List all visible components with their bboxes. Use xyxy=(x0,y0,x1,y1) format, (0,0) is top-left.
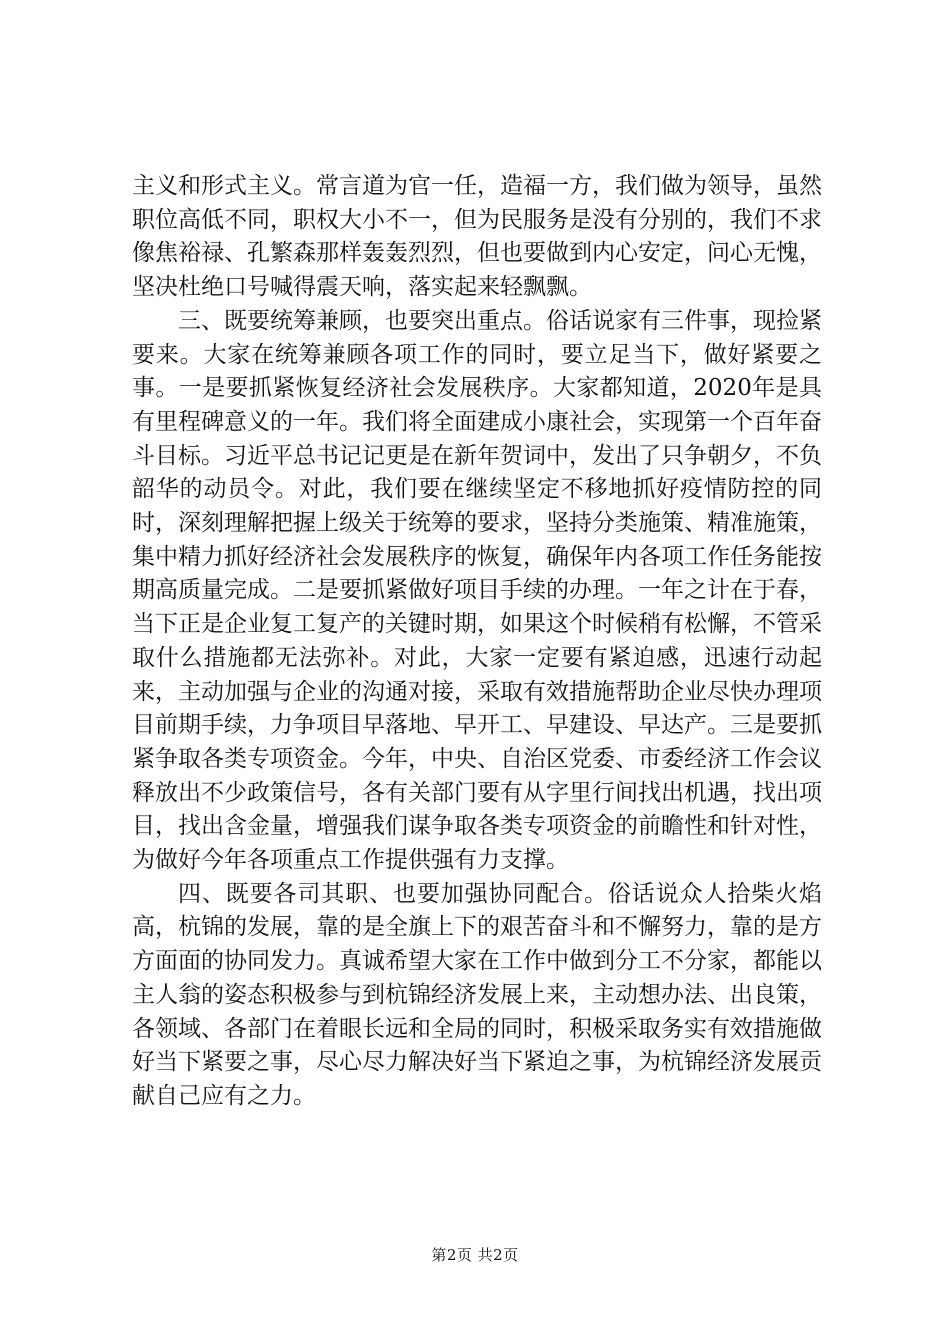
page-number-footer: 第2页 共2页 xyxy=(431,1246,519,1264)
paragraph-section-three: 三、既要统筹兼顾，也要突出重点。俗话说家有三件事，现捡紧要来。大家在统筹兼顾各项工作的同时，要立足当下，做好紧要之事。一是要抓紧恢复经济社会发展秩序。大家都知道，2020年是具有里程碑意义的一年。我们将全面建成小康社会，实现第一个百年奋斗目标。习近平总书记记更是在新年贺词中，发出了只争朝夕，不负韶华的动员令。对此，我们要在继续坚定不移地抓好疫情防控的同时，深刻理解把握上级关于统筹的要求，坚持分类施策、精准施策，集中精力抓好经济社会发展秩序的恢复，确保年内各项工作任务能按期高质量完成。二是要抓紧做好项目手续的办理。一年之计在于春，当下正是企业复工复产的关键时期，如果这个时候稍有松懈，不管采取什么措施都无法弥补。对此，大家一定要有紧迫感，迅速行动起来，主动加强与企业的沟通对接，采取有效措施帮助企业尽快办理项目前期手续，力争项目早落地、早开工、早建设、早达产。三是要抓紧争取各类专项资金。今年，中央、自治区党委、市委经济工作会议释放出不少政策信号，各有关部门要有从字里行间找出机遇，找出项目，找出含金量，增强我们谋争取各类专项资金的前瞻性和针对性，为做好今年各项重点工作提供强有力支撑。 xyxy=(132,307,822,874)
paragraph-section-four: 四、既要各司其职、也要加强协同配合。俗话说众人拾柴火焰高，杭锦的发展，靠的是全旗上下的艰苦奋斗和不懈努力，靠的是方方面面的协同发力。真诚希望大家在工作中做到分工不分家，都能以主人翁的姿态积极参与到杭锦经济发展上来，主动想办法、出良策，各领域、各部门在着眼长远和全局的同时，积极采取务实有效措施做好当下紧要之事，尽心尽力解决好当下紧迫之事，为杭锦经济发展贡献自己应有之力。 xyxy=(132,880,822,1109)
paragraph-continuation: 主义和形式主义。常言道为官一任，造福一方，我们做为领导，虽然职位高低不同，职权大小不一，但为民服务是没有分别的，我们不求像焦裕禄、孔繁森那样轰轰烈烈，但也要做到内心安定，问心无愧，坚决杜绝口号喊得震天响，落实起来轻飘飘。 xyxy=(132,173,822,301)
document-body xyxy=(132,170,822,1114)
